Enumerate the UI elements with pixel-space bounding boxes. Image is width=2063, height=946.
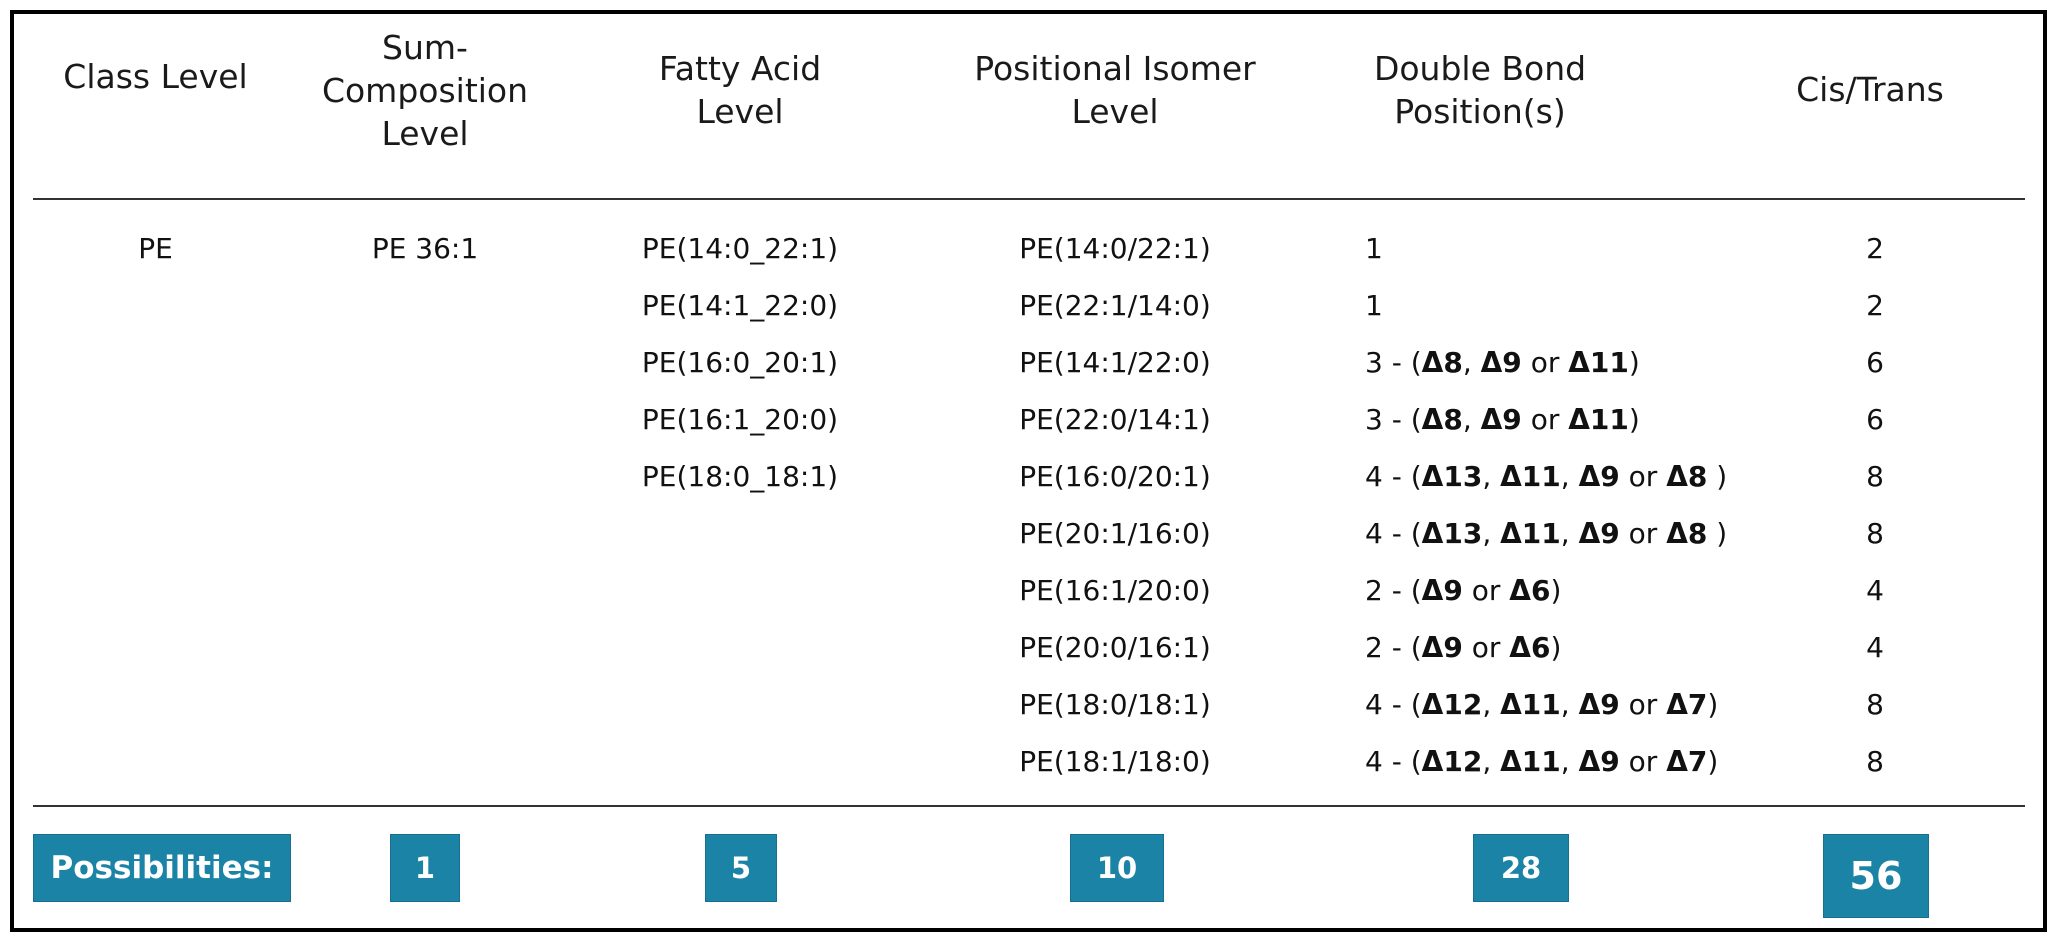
positional-isomer-cell: PE(22:0/14:1) xyxy=(1019,403,1211,436)
positional-isomer-cell: PE(20:0/16:1) xyxy=(1019,631,1211,664)
positional-isomer-cell: PE(20:1/16:0) xyxy=(1019,517,1211,550)
positional-isomer-cell: PE(16:0/20:1) xyxy=(1019,460,1211,493)
fatty-acid-cell: PE(14:0_22:1) xyxy=(641,232,839,265)
double-bond-count: 4 xyxy=(1365,688,1383,721)
double-bond-cell xyxy=(1365,631,1561,665)
possibilities-class-count: 1 xyxy=(390,834,460,902)
possibilities-positional-isomer-count: 10 xyxy=(1070,834,1164,902)
double-bond-count: 4 xyxy=(1365,460,1383,493)
possibilities-label: Possibilities: xyxy=(33,834,291,902)
double-bond-count: 1 xyxy=(1365,289,1383,322)
header-sum-composition-level xyxy=(300,26,550,155)
positional-isomer-cell: PE(14:0/22:1) xyxy=(1019,232,1211,265)
cis-trans-cell: 8 xyxy=(1866,745,1884,778)
double-bond-detail: - (Δ12, Δ11, Δ9 or Δ7) xyxy=(1382,745,1719,778)
header-double-bond-positions xyxy=(1330,47,1630,133)
double-bond-count: 2 xyxy=(1365,574,1383,607)
header-line: Positional Isomer xyxy=(974,49,1256,88)
double-bond-cell xyxy=(1365,346,1640,380)
double-bond-cell xyxy=(1365,460,1727,494)
double-bond-count: 4 xyxy=(1365,517,1383,550)
cis-trans-cell: 2 xyxy=(1866,232,1884,265)
double-bond-detail: - (Δ8, Δ9 or Δ11) xyxy=(1382,403,1640,436)
header-line: Composition xyxy=(321,71,529,110)
possibilities-cis-trans-count: 56 xyxy=(1823,834,1929,918)
double-bond-cell xyxy=(1365,232,1383,266)
header-cis-trans xyxy=(1760,68,1980,111)
header-line: Level xyxy=(381,114,469,153)
double-bond-detail: - (Δ13, Δ11, Δ9 or Δ8 ) xyxy=(1382,517,1728,550)
double-bond-detail: - (Δ13, Δ11, Δ9 or Δ8 ) xyxy=(1382,460,1728,493)
cis-trans-cell: 4 xyxy=(1866,574,1884,607)
cis-trans-cell: 6 xyxy=(1866,403,1884,436)
double-bond-detail: - (Δ9 or Δ6) xyxy=(1382,574,1562,607)
double-bond-count: 1 xyxy=(1365,232,1383,265)
cis-trans-cell: 8 xyxy=(1866,460,1884,493)
positional-isomer-cell: PE(18:1/18:0) xyxy=(1019,745,1211,778)
possibilities-fatty-acid-count: 5 xyxy=(705,834,777,902)
header-line: Level xyxy=(1071,92,1159,131)
fatty-acid-cell: PE(16:0_20:1) xyxy=(641,346,839,379)
positional-isomer-cell: PE(16:1/20:0) xyxy=(1019,574,1211,607)
double-bond-cell xyxy=(1365,289,1383,323)
positional-isomer-cell: PE(18:0/18:1) xyxy=(1019,688,1211,721)
double-bond-cell xyxy=(1365,688,1718,722)
header-line: Sum- xyxy=(382,28,468,67)
sum-composition-value: PE 36:1 xyxy=(371,232,479,265)
double-bond-count: 3 xyxy=(1365,403,1383,436)
header-line: Level xyxy=(696,92,784,131)
header-positional-isomer-level xyxy=(935,47,1295,133)
footer-divider xyxy=(33,805,2025,807)
header-line: Fatty Acid xyxy=(658,49,822,88)
cis-trans-cell: 8 xyxy=(1866,517,1884,550)
double-bond-cell xyxy=(1365,745,1718,779)
positional-isomer-cell: PE(22:1/14:0) xyxy=(1019,289,1211,322)
positional-isomer-cell: PE(14:1/22:0) xyxy=(1019,346,1211,379)
cis-trans-cell: 4 xyxy=(1866,631,1884,664)
double-bond-detail: - (Δ8, Δ9 or Δ11) xyxy=(1382,346,1640,379)
double-bond-detail: - (Δ9 or Δ6) xyxy=(1382,631,1562,664)
header-line: Double Bond xyxy=(1373,49,1587,88)
double-bond-detail: - (Δ12, Δ11, Δ9 or Δ7) xyxy=(1382,688,1719,721)
double-bond-cell xyxy=(1365,574,1561,608)
possibilities-double-bond-count: 28 xyxy=(1473,834,1569,902)
class-level-value: PE xyxy=(138,232,173,265)
header-divider xyxy=(33,198,2025,200)
double-bond-count: 2 xyxy=(1365,631,1383,664)
double-bond-count: 3 xyxy=(1365,346,1383,379)
fatty-acid-cell: PE(18:0_18:1) xyxy=(641,460,839,493)
fatty-acid-cell: PE(16:1_20:0) xyxy=(641,403,839,436)
header-fatty-acid-level xyxy=(610,47,870,133)
double-bond-count: 4 xyxy=(1365,745,1383,778)
cis-trans-cell: 8 xyxy=(1866,688,1884,721)
cis-trans-cell: 2 xyxy=(1866,289,1884,322)
header-line: Cis/Trans xyxy=(1796,70,1944,109)
header-line: Position(s) xyxy=(1394,92,1566,131)
fatty-acid-cell: PE(14:1_22:0) xyxy=(641,289,839,322)
header-line: Class Level xyxy=(63,57,248,96)
double-bond-cell xyxy=(1365,517,1727,551)
double-bond-cell xyxy=(1365,403,1640,437)
header-class-level xyxy=(28,55,283,98)
cis-trans-cell: 6 xyxy=(1866,346,1884,379)
